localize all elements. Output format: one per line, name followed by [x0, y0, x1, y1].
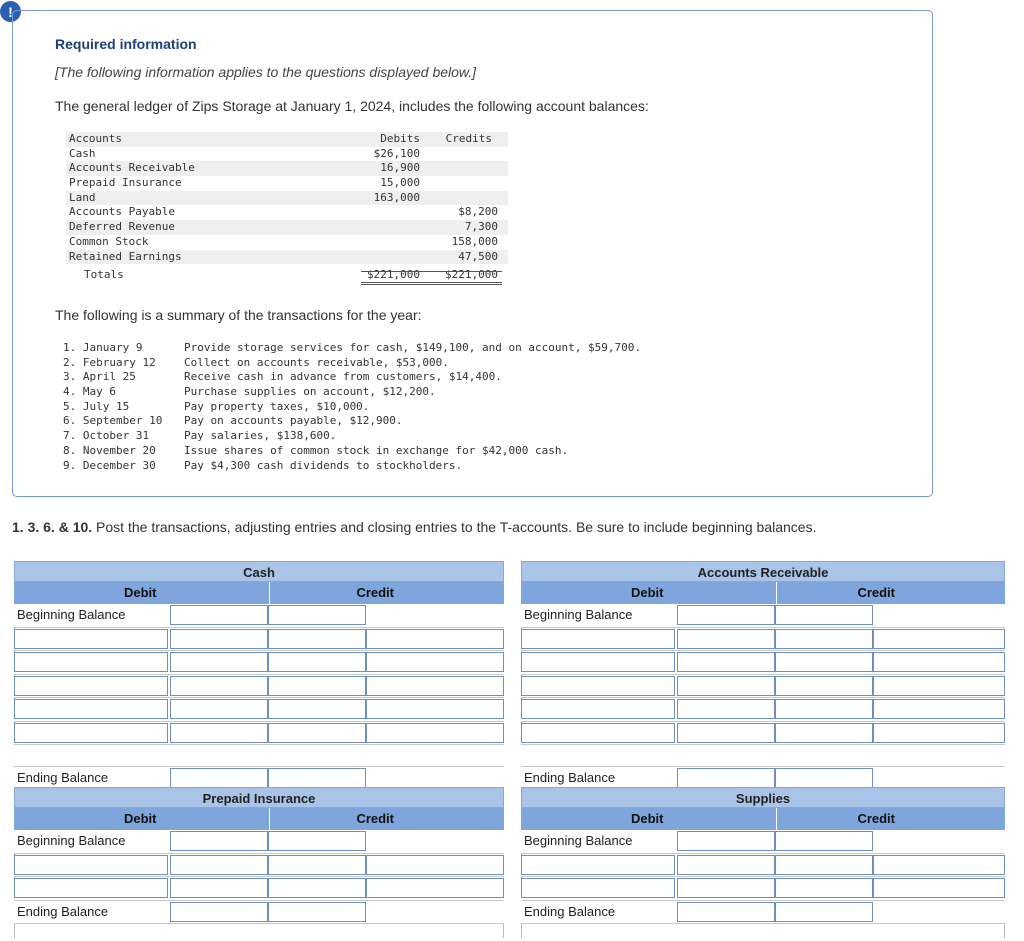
beginning-balance-label: Beginning Balance [17, 607, 126, 622]
transaction-date: 5. July 15 [63, 399, 130, 413]
debit-amount-input[interactable] [677, 605, 775, 625]
beginning-balance-label: Beginning Balance [524, 833, 633, 848]
entry-row [521, 722, 1005, 746]
debit-label-select[interactable] [521, 652, 675, 672]
transaction-date: 2. February 12 [63, 355, 156, 369]
credit-amount-input[interactable] [873, 676, 1005, 696]
ledger-account: Land [69, 190, 96, 204]
transaction-date: 7. October 31 [63, 429, 150, 443]
t-account-header [521, 808, 1005, 830]
header-divider [776, 808, 777, 830]
credit-header: Credit [356, 811, 394, 826]
ledger-intro: The general ledger of Zips Storage at January 1, 2024, includes the following account balances: [55, 98, 649, 114]
entry-row [14, 675, 504, 699]
ending-balance-row [14, 901, 504, 925]
debit-amount-input[interactable] [677, 878, 775, 898]
entry-row [521, 698, 1005, 722]
t-account-header [14, 808, 504, 830]
debit-amount-input[interactable] [677, 629, 775, 649]
question-prompt [12, 519, 816, 535]
credit-label-select[interactable] [268, 652, 366, 672]
entry-row [14, 628, 504, 652]
t-account-supplies [521, 787, 1005, 938]
debit-header: Debit [124, 811, 157, 826]
ledger-row [66, 161, 508, 176]
entry-row [14, 722, 504, 746]
credit-label-select[interactable] [775, 699, 873, 719]
ledger-credit: $8,200 [458, 205, 498, 219]
credit-amount-input[interactable] [873, 699, 1005, 719]
ending-balance-label: Ending Balance [17, 903, 109, 919]
ledger-row [66, 250, 508, 265]
credit-label-select[interactable] [775, 605, 873, 625]
ledger-debit: 16,900 [380, 161, 420, 175]
debit-amount-input[interactable] [170, 855, 268, 875]
ledger-header-accounts: Accounts [69, 132, 122, 145]
t-account-title: Supplies [521, 787, 1005, 808]
debit-label-select[interactable] [14, 699, 168, 719]
credit-amount-input[interactable] [366, 878, 504, 898]
summary-intro: The following is a summary of the transactions for the year: [55, 307, 422, 323]
debit-amount-input[interactable] [677, 699, 775, 719]
debit-label-select[interactable] [14, 629, 168, 649]
ledger-total-credit: $221,000 [445, 268, 498, 282]
header-divider [776, 582, 777, 604]
debit-label-select[interactable] [521, 676, 675, 696]
debit-label-select[interactable] [14, 676, 168, 696]
debit-label-select[interactable] [521, 723, 675, 743]
transaction-text: Purchase supplies on account, $12,200. [184, 385, 436, 399]
transaction-text: Pay on accounts payable, $12,900. [184, 414, 403, 428]
credit-label-select[interactable] [775, 629, 873, 649]
debit-amount-input[interactable] [170, 723, 268, 743]
ledger-header-credits: Credits [445, 132, 492, 145]
ledger-row [66, 205, 508, 220]
totals-top-rule [361, 271, 502, 272]
ending-balance-label: Ending Balance [524, 770, 616, 785]
beginning-balance-row [14, 830, 504, 854]
debit-label-select[interactable] [14, 855, 168, 875]
debit-amount-input[interactable] [677, 855, 775, 875]
credit-label-select[interactable] [775, 878, 873, 898]
credit-header: Credit [857, 811, 895, 826]
entry-row [521, 675, 1005, 699]
debit-label-select[interactable] [14, 878, 168, 898]
credit-label-select[interactable] [268, 831, 366, 851]
credit-label-select[interactable] [268, 723, 366, 743]
credit-amount-input[interactable] [366, 699, 504, 719]
transaction-date: 9. December 30 [63, 458, 156, 472]
credit-amount-input[interactable] [873, 652, 1005, 672]
question-text: Post the transactions, adjusting entries and closing entries to the T-accounts. Be sure to include beginning balances. [92, 519, 817, 535]
ledger-debit: 15,000 [380, 176, 420, 190]
credit-label-select[interactable] [268, 878, 366, 898]
debit-amount-input[interactable] [677, 652, 775, 672]
ledger-debit: $26,100 [373, 146, 420, 160]
header-divider [269, 808, 270, 830]
credit-label-select[interactable] [268, 629, 366, 649]
ledger-account: Accounts Payable [69, 205, 175, 219]
debit-amount-input[interactable] [677, 676, 775, 696]
entry-row [14, 698, 504, 722]
ledger-row [66, 220, 508, 235]
credit-amount-input[interactable] [366, 652, 504, 672]
debit-label-select[interactable] [14, 723, 168, 743]
ledger-row [66, 147, 508, 162]
transaction-text: Collect on accounts receivable, $53,000. [184, 355, 449, 369]
header-divider [269, 582, 270, 604]
transaction-date: 1. January 9 [63, 341, 143, 354]
ending-balance-label: Ending Balance [524, 903, 616, 919]
debit-label-select[interactable] [521, 699, 675, 719]
ending-debit-input[interactable] [677, 768, 775, 788]
debit-amount-input[interactable] [677, 831, 775, 851]
credit-label-select[interactable] [268, 605, 366, 625]
ledger-row [66, 235, 508, 250]
ending-debit-input[interactable] [677, 902, 775, 922]
entry-row [14, 651, 504, 675]
debit-amount-input[interactable] [170, 605, 268, 625]
entry-row [521, 854, 1005, 878]
ledger-account: Accounts Receivable [69, 161, 195, 175]
credit-label-select[interactable] [775, 831, 873, 851]
ending-credit-input[interactable] [268, 902, 366, 922]
credit-amount-input[interactable] [366, 676, 504, 696]
entry-row [521, 877, 1005, 901]
credit-label-select[interactable] [775, 652, 873, 672]
beginning-balance-row [521, 604, 1005, 628]
ending-debit-input[interactable] [170, 768, 268, 788]
transaction-text: Provide storage services for cash, $149,100, and on account, $59,700. [184, 341, 641, 354]
credit-label-select[interactable] [268, 855, 366, 875]
alert-icon: ! [0, 1, 21, 22]
credit-amount-input[interactable] [873, 629, 1005, 649]
ledger-account: Prepaid Insurance [69, 176, 182, 190]
t-account-prepaid-insurance [14, 787, 504, 938]
transaction-date: 6. September 10 [63, 414, 163, 428]
ledger-account: Retained Earnings [69, 249, 182, 263]
t-account-cash [14, 561, 504, 805]
credit-header: Credit [857, 585, 895, 600]
ledger-totals-label: Totals [84, 268, 124, 282]
transaction-date: 8. November 20 [63, 443, 156, 457]
t-account-footer [521, 924, 1005, 938]
ending-credit-input[interactable] [775, 902, 873, 922]
credit-label-select[interactable] [268, 676, 366, 696]
credit-amount-input[interactable] [366, 629, 504, 649]
debit-label-select[interactable] [521, 855, 675, 875]
t-account-footer [14, 924, 504, 938]
debit-amount-input[interactable] [170, 878, 268, 898]
transaction-text: Receive cash in advance from customers, $14,400. [184, 370, 502, 384]
credit-amount-cell [366, 605, 504, 625]
beginning-balance-label: Beginning Balance [17, 833, 126, 848]
credit-amount-input[interactable] [366, 723, 504, 743]
debit-header: Debit [631, 585, 664, 600]
ledger-debit: 163,000 [373, 190, 420, 204]
debit-amount-input[interactable] [170, 676, 268, 696]
debit-amount-input[interactable] [677, 723, 775, 743]
debit-header: Debit [124, 585, 157, 600]
debit-amount-input[interactable] [170, 831, 268, 851]
ledger-header-debits: Debits [380, 132, 420, 145]
t-account-title: Cash [14, 561, 504, 582]
debit-header: Debit [631, 811, 664, 826]
totals-double-rule [361, 282, 502, 283]
ending-balance-label: Ending Balance [17, 770, 109, 785]
question-number: 1. 3. 6. & 10. [12, 519, 93, 535]
t-account-header [14, 582, 504, 604]
t-account-accounts-receivable [521, 561, 1005, 805]
ledger-account: Deferred Revenue [69, 220, 175, 234]
entry-row [521, 628, 1005, 652]
credit-amount-input[interactable] [366, 855, 504, 875]
credit-amount-input[interactable] [873, 878, 1005, 898]
transaction-text: Pay $4,300 cash dividends to stockholders. [184, 458, 463, 472]
credit-label-select[interactable] [775, 723, 873, 743]
credit-label-select[interactable] [775, 676, 873, 696]
beginning-balance-row [14, 604, 504, 628]
ending-credit-input[interactable] [775, 768, 873, 788]
credit-header: Credit [356, 585, 394, 600]
transaction-date: 4. May 6 [63, 385, 116, 399]
totals-double-rule [361, 284, 502, 285]
ledger-table [66, 132, 508, 286]
credit-amount-input[interactable] [873, 855, 1005, 875]
ledger-header-row [66, 132, 508, 147]
ending-balance-row [521, 901, 1005, 925]
t-account-title: Prepaid Insurance [14, 787, 504, 808]
ending-credit-input[interactable] [268, 768, 366, 788]
ledger-credit: 158,000 [451, 234, 498, 248]
entry-row [14, 877, 504, 901]
entry-row [14, 854, 504, 878]
ledger-credit: 47,500 [458, 249, 498, 263]
debit-label-select[interactable] [521, 878, 675, 898]
ledger-account: Common Stock [69, 234, 149, 248]
transaction-date: 3. April 25 [63, 370, 136, 384]
transaction-text: Pay property taxes, $10,000. [184, 399, 370, 413]
ending-debit-input[interactable] [170, 902, 268, 922]
ledger-total-debit: $221,000 [367, 268, 420, 282]
info-note: [The following information applies to the questions displayed below.] [55, 64, 477, 80]
beginning-balance-row [521, 830, 1005, 854]
debit-label-select[interactable] [14, 652, 168, 672]
debit-amount-input[interactable] [170, 699, 268, 719]
spacer-row [521, 745, 1005, 767]
ledger-row [66, 176, 508, 191]
spacer-row [14, 745, 504, 767]
ledger-credit: 7,300 [464, 220, 498, 234]
debit-amount-input[interactable] [170, 629, 268, 649]
debit-amount-input[interactable] [170, 652, 268, 672]
credit-amount-input[interactable] [873, 723, 1005, 743]
debit-label-select[interactable] [521, 629, 675, 649]
ledger-account: Cash [69, 146, 96, 160]
transaction-text: Pay salaries, $138,600. [184, 429, 337, 443]
beginning-balance-label: Beginning Balance [524, 607, 633, 622]
t-account-header [521, 582, 1005, 604]
required-info-title: Required information [55, 36, 197, 52]
transaction-text: Issue shares of common stock in exchange for $42,000 cash. [184, 443, 569, 457]
credit-label-select[interactable] [268, 699, 366, 719]
t-account-title: Accounts Receivable [521, 561, 1005, 582]
ledger-row [66, 191, 508, 206]
credit-label-select[interactable] [775, 855, 873, 875]
entry-row [521, 651, 1005, 675]
